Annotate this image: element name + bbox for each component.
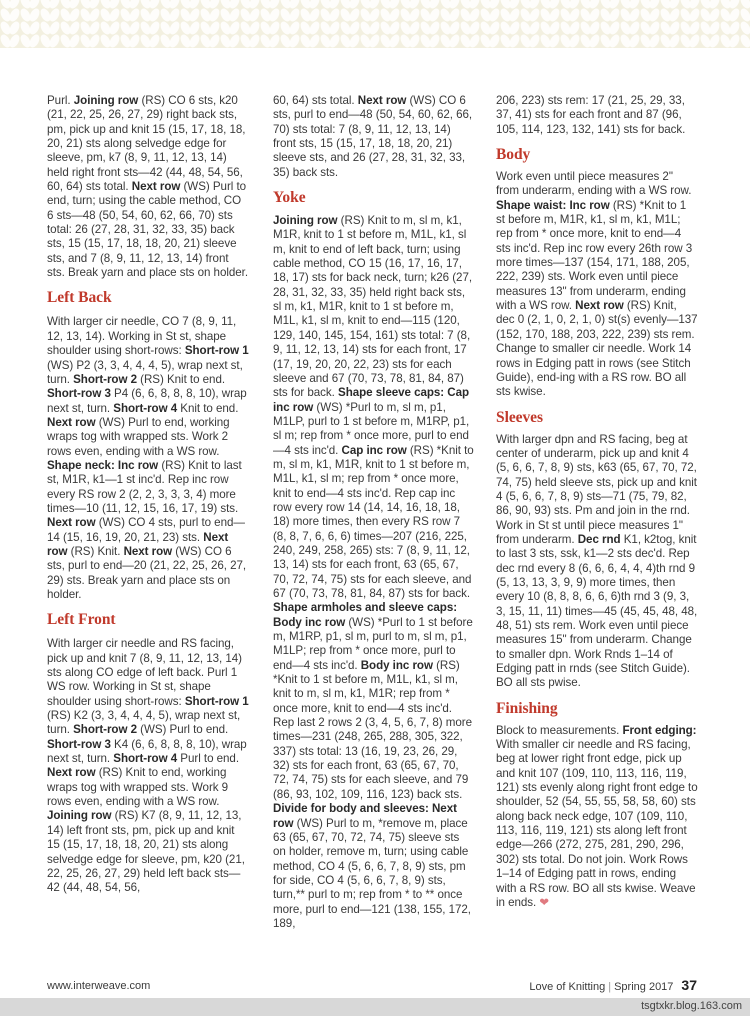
column-1 [47, 94, 249, 896]
paragraph-sleeve-sts: 60, 64) sts total. Next row (WS) CO 6 sts, purl to end—48 (50, 54, 60, 62, 66, 70) sts total: 7 (8, 9, 11, 12, 13, 14) front sts, 15 (15, 17, 18, 18, 20, 21) sleeve sts, and 26 (27, 28, 31, 32, 33, 35) back sts. [273, 94, 473, 179]
knit-pattern-graphic [0, 0, 750, 48]
heading-finishing: Finishing [496, 699, 558, 717]
paragraph-body: Work even until piece measures 2" from underarm, ending with a WS row. Shape waist: Inc row (RS) *Knit to 1 st before m, M1R, k1, sl m, k1, M1L; rep from * once more, knit to end—4 sts inc'd. Rep inc row every 26th row 3 more times—137 (154, 171, 188, 205, 222, 239) sts. Work even until piece measures 13" from underarm, ending with a WS row. Next row (RS) Knit, dec 0 (2, 1, 0, 2, 1, 0) st(s) evenly—137 (152, 170, 188, 203, 222, 239) sts rem. Change to smaller cir needle. Work 14 rows in Edging patt in rows (see Stitch Guide), end-ing with a RS row. BO all sts kwise. [496, 170, 698, 399]
bold-term: Shape armholes and sleeve caps: Body inc row [273, 601, 458, 629]
knit-stitch-leg-left [739, 7, 750, 23]
bold-term: Short-row 1 [184, 344, 249, 358]
bold-term: Cap inc row [341, 443, 407, 457]
footer-separator: | [608, 981, 612, 993]
column-2 [273, 94, 475, 931]
heading-body: Body [496, 146, 531, 164]
bold-term: Short-row 2 [73, 723, 137, 737]
paragraph-yoke: Joining row (RS) Knit to m, sl m, k1, M1R, knit to 1 st before m, M1L, k1, sl m, knit to end of left back, turn; using cable method, CO 15 (16, 17, 16, 17, 18, 17) sts for back neck, turn; k26 (27, 28, 31, 32, 33, 35) held right back sts, sl m, k1, M1R, knit to 1 st before m, M1L, k1, sl m, knit to end—115 (120, 129, 140, 145, 154, 161) sts total: 7 (8, 9, 11, 12, 13, 14) sts for each front, 17 (17, 19, 20, 20, 22, 23) sts for each sleeve and 67 (70, 73, 78, 81, 84, 87) sts for back. Shape sleeve caps: Cap inc row (WS) *Purl to m, sl m, p1, M1LP, purl to 1 st before m, M1RP, p1, sl m; rep from * once more, purl to end—4 sts inc'd. Cap inc row (RS) *Knit to m, sl m, k1, M1R, knit to 1 st before m, M1L, k1, sl m; rep from * once more, knit to end—4 sts inc'd. Rep cap inc row every row 14 (14, 14, 16, 18, 18, 18) more times, then every RS row 7 (8, 8, 7, 6, 6, 6) times—207 (216, 225, 240, 249, 258, 265) sts: 7 (8, 9, 11, 12, 13, 14) sts for each front, 63 (65, 67, 70, 72, 74, 75) sts for each sleeve, and 67 (70, 73, 78, 81, 84, 87) sts for back. Shape armholes and sleeve caps: Body inc row (WS) *Purl to 1 st before m, M1RP, p1, sl m, purl to m, sl m, p1, M1LP; rep from * once more, purl to end—4 sts inc'd. Body inc row (RS) *Knit to 1 st before m, M1L, k1, sl m, knit to m, sl m, k1, M1R; rep from * once more, knit to end—4 sts inc'd. Rep last 2 rows 2 (3, 4, 5, 6, 7, 8) more times—231 (248, 265, 288, 305, 322, 337) sts total: 13 (16, 19, 23, 26, 29, 32) sts for each front, 63 (65, 67, 70, 72, 74, 75) sts for each sleeve, and 79 (86, 93, 102, 109, 116, 123) back sts. Divide for body and sleeves: Next row (WS) Purl to m, *remove m, place 63 (65, 67, 70, 72, 74, 75) sleeve sts on holder, remove m, turn; using cable method, CO 4 (5, 6, 6, 7, 8, 9) sts, pm for side, CO 4 (5, 6, 6, 7, 8, 9) sts, turn,** purl to m; rep from * to ** once more, purl to end—121 (138, 155, 172, 189, [273, 214, 474, 930]
footer-magazine: Love of Knitting [529, 981, 606, 993]
knit-stitch-leg-left [739, 33, 750, 48]
bold-term: Next row [47, 766, 96, 780]
watermark-bar [0, 998, 750, 1016]
paragraph-sleeves: With larger dpn and RS facing, beg at center of underarm, pick up and knit 4 (5, 6, 6, 7, 8, 9) sts, k63 (65, 67, 70, 72, 74, 75) held sleeve sts, pick up and knit 4 (5, 6, 6, 7, 8, 9) sts—71 (75, 79, 82, 86, 90, 93) sts. Pm and join in the rnd. Work in St st until piece measures 1" from underarm. Dec rnd K1, k2tog, knit to last 3 sts, ssk, k1—2 sts dec'd. Rep dec rnd every 8 (6, 6, 6, 4, 4, 4)th rnd 9 (5, 13, 13, 3, 9, 9) more times, then every 10 (8, 8, 8, 6, 6, 6)th rnd 3 (9, 3, 3, 15, 11, 11) times—45 (45, 45, 48, 48, 48, 51) sts rem. Work even until piece measures 15" from underarm. Change to smaller dpn. Work Rnds 1–14 of Edging patt in rnds (see Stitch Guide). BO all sts pwise. [496, 432, 698, 690]
bold-term: Next row [47, 530, 229, 558]
bold-term: Joining row [273, 214, 338, 228]
bold-term: Next row [123, 544, 173, 558]
bold-term: Shape neck: Inc row [47, 458, 159, 472]
paragraph-finishing [496, 724, 698, 910]
bold-term: Dec rnd [577, 532, 621, 546]
footer-issue: Spring 2017 [614, 981, 674, 993]
bold-term: Divide for body and sleeves: Next row [273, 802, 457, 830]
bold-term: Short-row 4 [113, 401, 178, 415]
bold-term: Joining row [73, 94, 139, 107]
knit-stitch-leg-left [739, 20, 750, 36]
bold-term: Body inc row [360, 658, 433, 672]
paragraph-left-back: With larger cir needle, CO 7 (8, 9, 11, 12, 13, 14). Working in St st, shape shoulder using short-rows: Short-row 1 (WS) P2 (3, 3, 4, 4, 4, 5), wrap next st, turn. Short-row 2 (RS) Knit to end. Short-row 3 P4 (6, 6, 8, 8, 8, 10), wrap next st, turn. Short-row 4 Knit to end. Next row (WS) Purl to end, working wraps tog with wrapped sts. Work 2 rows even, ending with a WS row. Shape neck: Inc row (RS) Knit to last st, M1R, k1—1 st inc'd. Rep inc row every RS row 2 (2, 2, 3, 3, 3, 4) more times—10 (11, 12, 15, 16, 17, 19) sts. Next row (WS) CO 4 sts, purl to end—14 (15, 16, 19, 20, 21, 23) sts. Next row (RS) Knit. Next row (WS) CO 6 sts, purl to end—20 (21, 22, 25, 26, 27, 29) sts. Break yarn and place sts on holder. [47, 315, 249, 601]
heading-yoke: Yoke [273, 189, 306, 207]
heading-sleeves: Sleeves [496, 408, 543, 426]
paragraph-sts-remaining: 206, 223) sts rem: 17 (21, 25, 29, 33, 37, 41) sts for each front and 87 (96, 105, 114, 123, 132, 141) sts for back. [496, 94, 686, 136]
heading-left-back: Left Back [47, 289, 112, 307]
bold-term: Shape sleeve caps: Cap inc row [273, 386, 470, 414]
bold-term: Short-row 4 [113, 752, 178, 766]
knit-stitch-border [0, 0, 750, 48]
heading-left-front: Left Front [47, 611, 116, 629]
bold-term: Short-row 3 [47, 387, 111, 401]
paragraph-left-front: With larger cir needle and RS facing, pick up and knit 7 (8, 9, 11, 12, 13, 14) sts along CO edge of left back. Purl 1 WS row. Working in St st, shape shoulder using short-rows: Short-row 1 (RS) K2 (3, 3, 4, 4, 4, 5), wrap next st, turn. Short-row 2 (WS) Purl to end. Short-row 3 K4 (6, 6, 8, 8, 8, 10), wrap next st, turn. Short-row 4 Purl to end. Next row (RS) Knit to end, working wraps tog with wrapped sts. Work 9 rows even, ending with a WS row. Joining row (RS) K7 (8, 9, 11, 12, 13, 14) left front sts, pm, pick up and knit 15 (15, 17, 18, 18, 20, 21) sts along selvedge edge for sleeve, pm, k20 (21, 22, 25, 26, 27, 29) held left back sts—42 (44, 48, 54, 56, [47, 637, 249, 895]
finishing-text: Block to measurements. Front edging: With smaller cir needle and RS facing, beg at lower right front edge, pick up and knit 107 (109, 110, 113, 116, 119, 121) sts evenly along right front edge to shoulder, 52 (54, 55, 55, 58, 58, 60) sts along back neck edge, 107 (109, 110, 113, 116, 119, 121) sts along left front edge—266 (272, 275, 281, 290, 296, 302) sts total. Do not join. Work Rows 1–14 of Edging patt in rows, ending with a RS row. BO all sts kwise. Weave in ends. [496, 723, 698, 909]
bold-term: Front edging: [622, 723, 697, 737]
bold-term: Next row [357, 94, 407, 107]
bold-term: Short-row 2 [73, 372, 137, 386]
bold-term: Next row [131, 180, 181, 194]
bold-term: Shape waist: Inc row [496, 198, 610, 212]
bold-term: Next row [47, 516, 96, 530]
page-number: 37 [681, 977, 697, 993]
bold-term: Next row [47, 415, 96, 429]
bold-term: Next row [575, 299, 624, 313]
bold-term: Joining row [47, 809, 112, 823]
heart-icon: ❤ [539, 895, 550, 909]
bold-term: Short-row 1 [184, 694, 249, 708]
watermark-text: tsgtxkr.blog.163.com [641, 1000, 742, 1012]
column-3 [496, 94, 698, 910]
footer-url: www.interweave.com [47, 980, 151, 992]
footer-credit [529, 977, 697, 993]
paragraph-right-front-join: Purl. Joining row (RS) CO 6 sts, k20 (21, 22, 25, 26, 27, 29) right back sts, pm, pick up and knit 15 (15, 17, 18, 18, 20, 21) sts along selvedge edge for sleeve, pm, k7 (8, 9, 11, 12, 13, 14) held right front sts—42 (44, 48, 54, 56, 60, 64) sts total. Next row (WS) Purl to end, turn; using the cable method, CO 6 sts—48 (50, 54, 60, 62, 66, 70) sts total: 26 (27, 28, 31, 32, 33, 35) back sts, 15 (15, 17, 18, 18, 20, 21) sleeve sts, and 7 (8, 9, 11, 12, 13, 14) front sts. Break yarn and place sts on holder. [47, 94, 249, 280]
bold-term: Short-row 3 [47, 737, 111, 751]
